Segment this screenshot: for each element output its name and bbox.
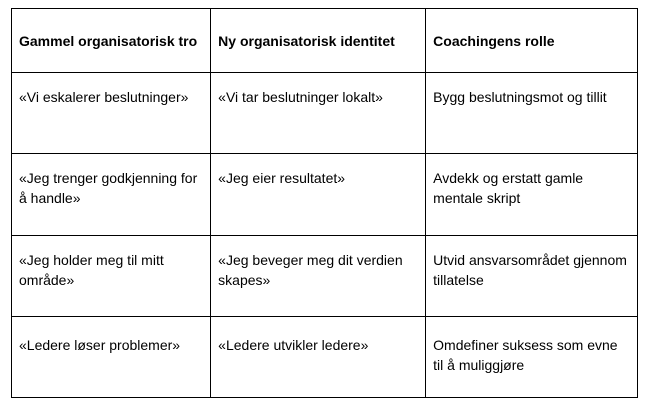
coaching-role-cell: Utvid ansvarsområdet gjennom tillatelse <box>426 235 638 316</box>
old-belief-cell: «Jeg trenger godkjenning for å handle» <box>12 154 211 235</box>
coaching-role-cell: Bygg beslutningsmot og tillit <box>426 73 638 154</box>
coaching-role-cell: Avdekk og erstatt gamle mentale skript <box>426 154 638 235</box>
header-old-belief: Gammel organisatorisk tro <box>12 9 211 73</box>
table-row <box>12 235 638 316</box>
new-identity-cell: «Vi tar beslutninger lokalt» <box>211 73 426 154</box>
table-header-row <box>12 9 638 73</box>
new-identity-cell: «Ledere utvikler ledere» <box>211 316 426 397</box>
coaching-role-cell: Omdefiner suksess som evne til å muliggjøre <box>426 316 638 397</box>
header-coaching-role: Coachingens rolle <box>426 9 638 73</box>
table-row <box>12 316 638 397</box>
table-row <box>12 154 638 235</box>
beliefs-identity-table <box>11 8 638 398</box>
old-belief-cell: «Jeg holder meg til mitt område» <box>12 235 211 316</box>
old-belief-cell: «Vi eskalerer beslutninger» <box>12 73 211 154</box>
old-belief-cell: «Ledere løser problemer» <box>12 316 211 397</box>
new-identity-cell: «Jeg beveger meg dit verdien skapes» <box>211 235 426 316</box>
new-identity-cell: «Jeg eier resultatet» <box>211 154 426 235</box>
header-new-identity: Ny organisatorisk identitet <box>211 9 426 73</box>
table-row <box>12 73 638 154</box>
